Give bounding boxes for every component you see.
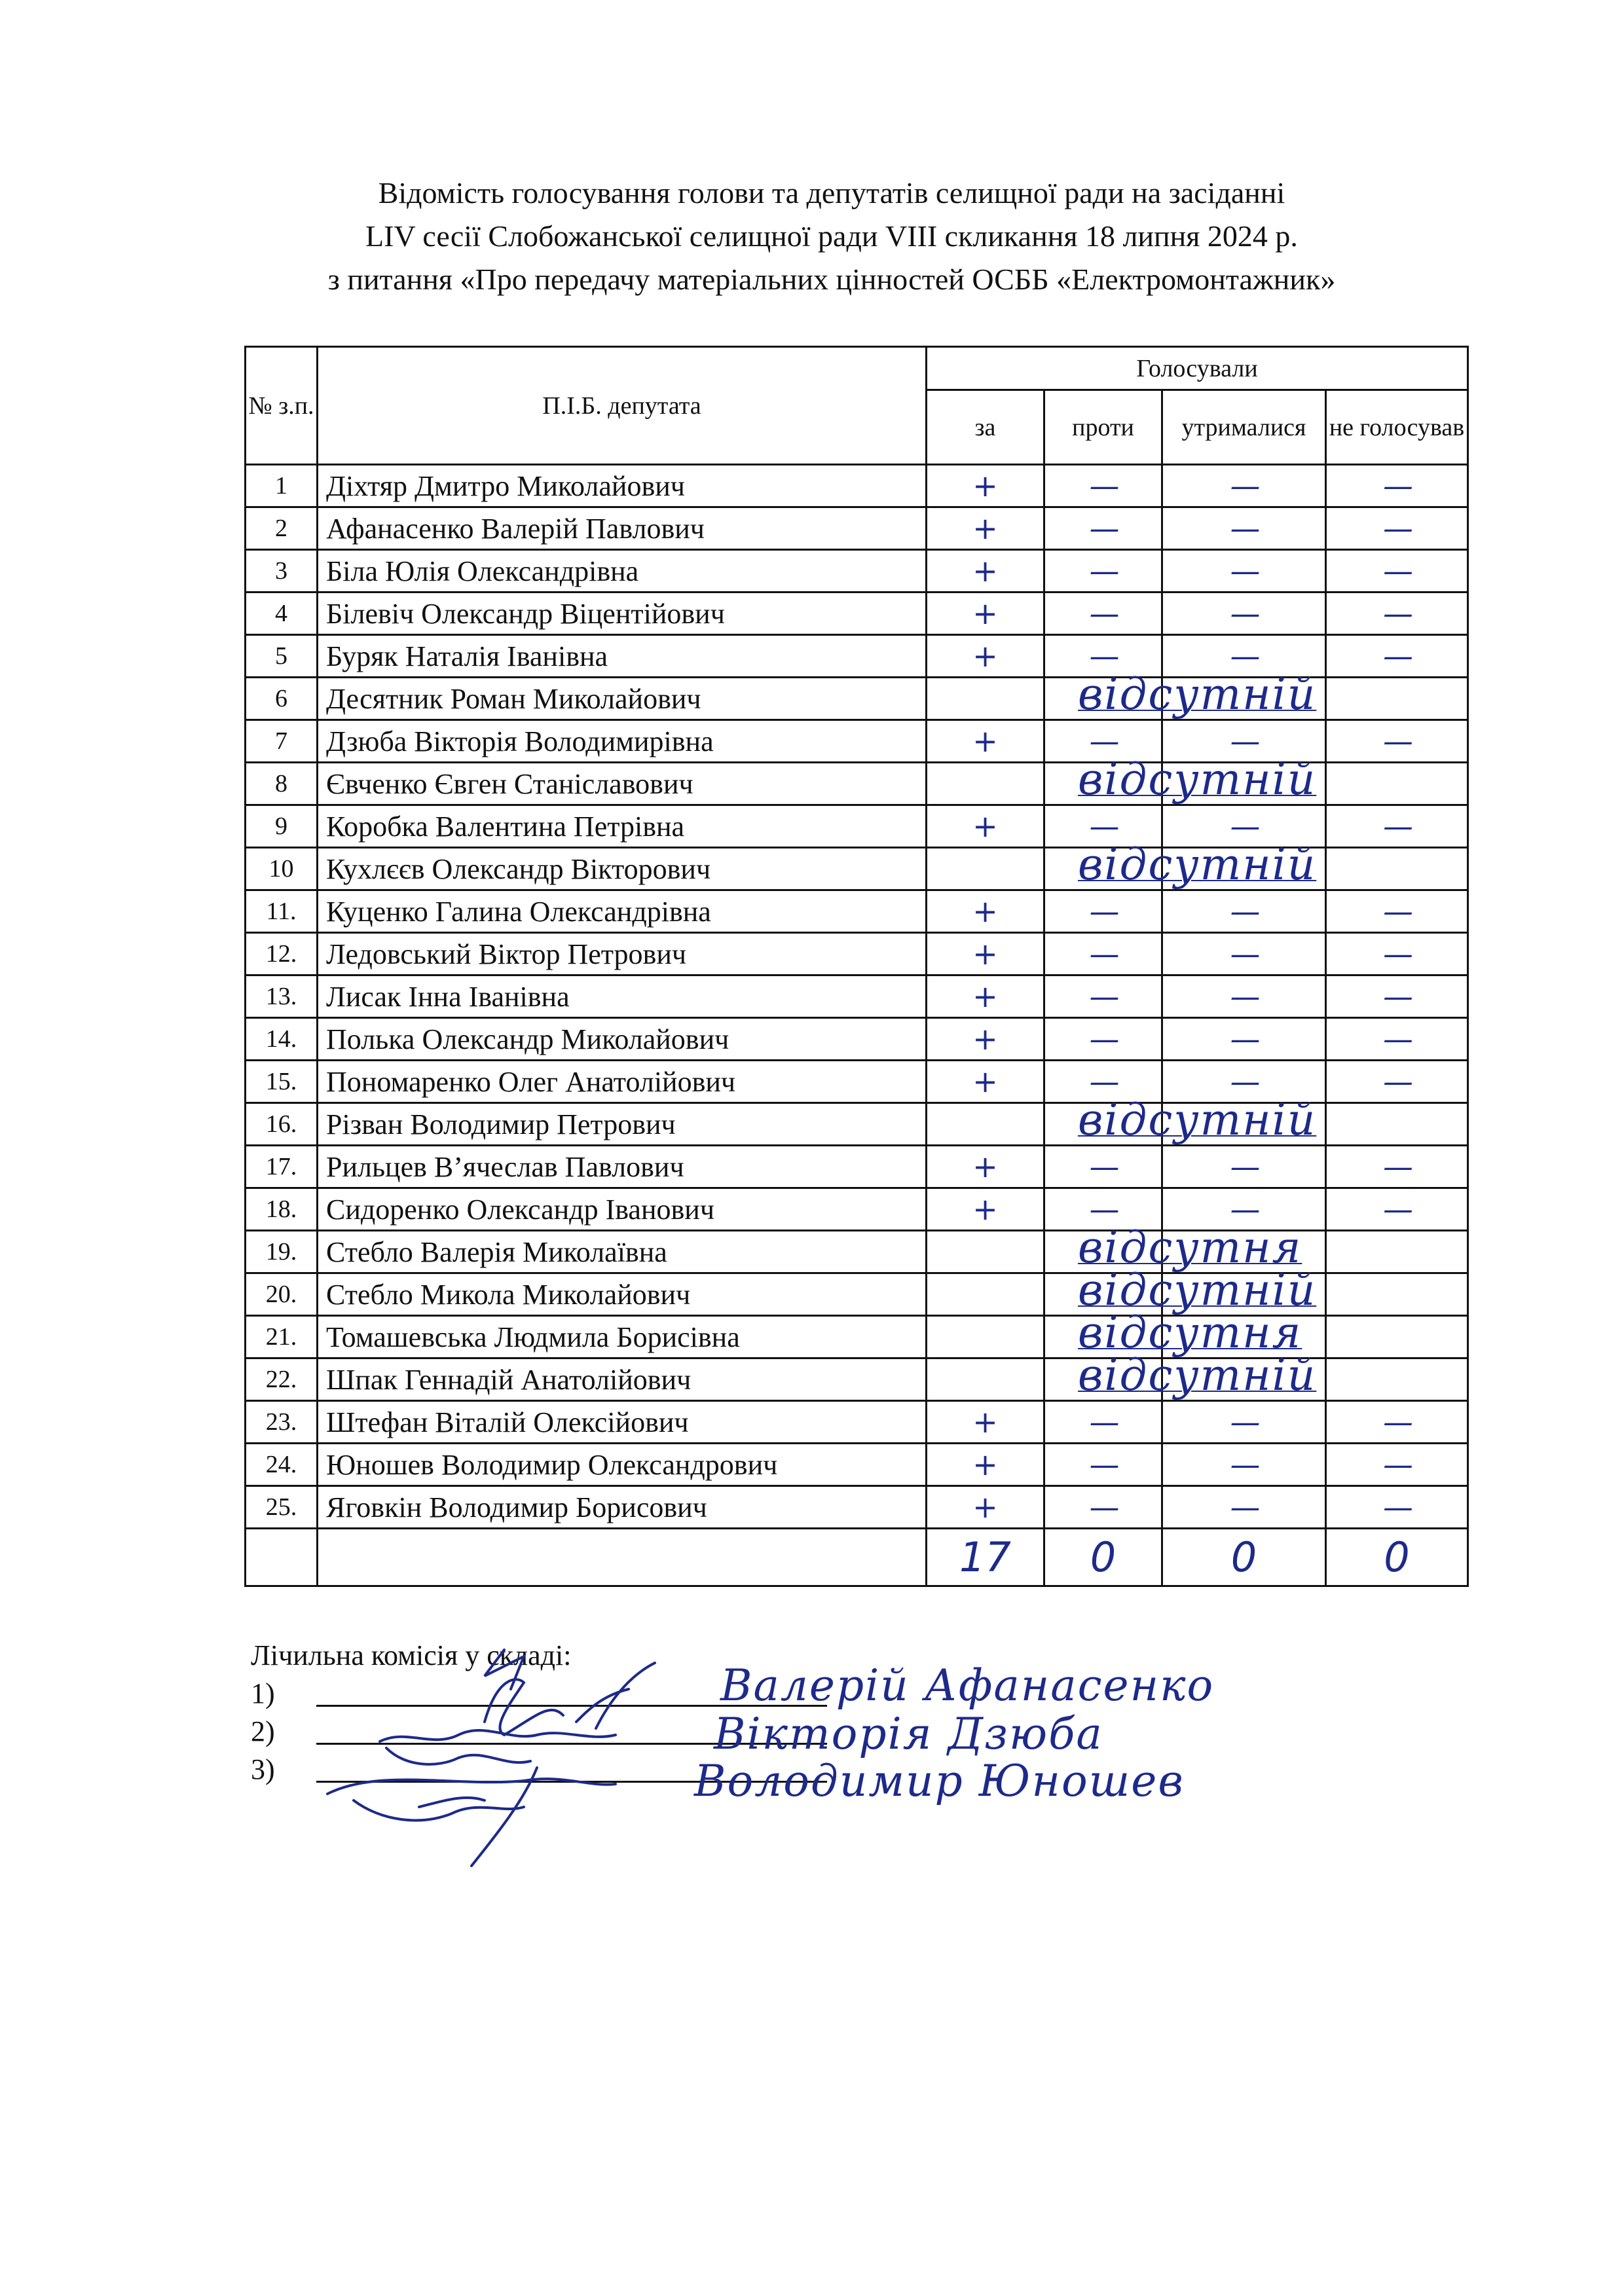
vote-for	[927, 1095, 1317, 1146]
vote-for	[927, 1307, 1302, 1358]
vote-for: +	[927, 1401, 1044, 1444]
total-for: 17	[927, 1529, 1044, 1586]
vote-abstained: —	[1162, 550, 1326, 592]
vote-not-voted: —	[1326, 933, 1468, 975]
row-number: 3	[246, 550, 318, 592]
vote-abstained: —	[1162, 1486, 1326, 1529]
vote-not-voted: —	[1326, 592, 1468, 635]
row-number: 25.	[246, 1486, 318, 1529]
row-number: 23.	[246, 1401, 318, 1444]
deputy-name: Томашевська Людмила Борисівна	[318, 1316, 927, 1358]
table-row	[246, 763, 1468, 805]
vote-against: —	[1044, 635, 1162, 678]
vote-against: —	[1044, 1061, 1162, 1103]
vote-not-voted	[1326, 763, 1468, 805]
vote-for: +	[927, 1486, 1044, 1529]
table-row	[246, 592, 1468, 635]
absent-note: відсутній	[1078, 669, 1317, 720]
vote-for	[927, 1350, 1317, 1401]
deputy-name: Діхтяр Дмитро Миколайович	[318, 465, 927, 507]
commission-member-1: 1)	[251, 1675, 571, 1713]
table-row	[246, 465, 1468, 507]
absent-note: відсутній	[1078, 754, 1317, 805]
vote-abstained	[1162, 1358, 1326, 1401]
title-line-2: LIV сесії Слобожанської селищної ради VIII скликання 18 липня 2024 р.	[365, 219, 1298, 253]
vote-against: —	[1044, 1146, 1162, 1188]
vote-for: +	[927, 1061, 1044, 1103]
row-number: 18.	[246, 1188, 318, 1231]
header-name: П.І.Б. депутата	[318, 347, 927, 465]
table-row	[246, 1103, 1468, 1146]
vote-abstained: —	[1162, 507, 1326, 550]
table-row	[246, 848, 1468, 890]
vote-abstained	[1162, 678, 1326, 720]
vote-against: —	[1044, 592, 1162, 635]
vote-not-voted: —	[1326, 975, 1468, 1018]
table-row	[246, 1146, 1468, 1188]
vote-abstained: —	[1162, 805, 1326, 848]
deputy-name: Буряк Наталія Іванівна	[318, 635, 927, 678]
row-number: 9	[246, 805, 318, 848]
totals-row	[246, 1529, 1468, 1586]
vote-not-voted	[1326, 1316, 1468, 1358]
absent-note: відсутній	[1078, 839, 1317, 890]
deputy-name: Лисак Інна Іванівна	[318, 975, 927, 1018]
vote-for: +	[927, 507, 1044, 550]
vote-for: +	[927, 805, 1044, 848]
vote-not-voted	[1326, 848, 1468, 890]
vote-for	[927, 669, 1317, 720]
vote-against: —	[1044, 720, 1162, 763]
signatures-graphic	[288, 1637, 694, 1872]
vote-against	[1044, 1358, 1162, 1401]
vote-not-voted	[1326, 1231, 1468, 1273]
vote-not-voted	[1326, 1273, 1468, 1316]
vote-for: +	[927, 1018, 1044, 1061]
header-number: № з.п.	[246, 347, 318, 465]
row-number: 22.	[246, 1358, 318, 1401]
vote-against: —	[1044, 1401, 1162, 1444]
document-title	[196, 172, 1467, 301]
row-number: 1	[246, 465, 318, 507]
absent-note: відсутня	[1078, 1222, 1302, 1273]
vote-abstained: —	[1162, 1188, 1326, 1231]
vote-for	[927, 754, 1317, 805]
table-row	[246, 1444, 1468, 1486]
vote-not-voted	[1326, 678, 1468, 720]
total-not-voted: 0	[1326, 1529, 1468, 1586]
vote-for: +	[927, 1146, 1044, 1188]
row-number: 15.	[246, 1061, 318, 1103]
deputy-name: Стебло Микола Миколайович	[318, 1273, 927, 1316]
row-number: 17.	[246, 1146, 318, 1188]
row-number: 13.	[246, 975, 318, 1018]
vote-against: —	[1044, 933, 1162, 975]
row-number: 10	[246, 848, 318, 890]
vote-not-voted: —	[1326, 1401, 1468, 1444]
vote-abstained: —	[1162, 720, 1326, 763]
header-against: проти	[1044, 390, 1162, 465]
deputy-name: Кухлєєв Олександр Вікторович	[318, 848, 927, 890]
row-number: 14.	[246, 1018, 318, 1061]
vote-not-voted	[1326, 1103, 1468, 1146]
vote-not-voted: —	[1326, 1018, 1468, 1061]
absent-note: відсутній	[1078, 1095, 1317, 1145]
vote-against	[1044, 1103, 1162, 1146]
vote-abstained: —	[1162, 1061, 1326, 1103]
row-number: 2	[246, 507, 318, 550]
total-against: 0	[1044, 1529, 1162, 1586]
vote-abstained: —	[1162, 890, 1326, 933]
row-number: 6	[246, 678, 318, 720]
vote-abstained: —	[1162, 465, 1326, 507]
title-line-3: з питання «Про передачу матеріальних цінностей ОСББ «Електромонтажник»	[327, 263, 1336, 296]
vote-abstained: —	[1162, 1146, 1326, 1188]
vote-against	[1044, 848, 1162, 890]
vote-against: —	[1044, 805, 1162, 848]
vote-against	[1044, 678, 1162, 720]
deputy-name: Шпак Геннадій Анатолійович	[318, 1358, 927, 1401]
vote-not-voted: —	[1326, 890, 1468, 933]
row-number: 7	[246, 720, 318, 763]
total-abstained: 0	[1162, 1529, 1326, 1586]
vote-not-voted: —	[1326, 1486, 1468, 1529]
vote-not-voted: —	[1326, 1146, 1468, 1188]
table-row	[246, 550, 1468, 592]
row-number: 12.	[246, 933, 318, 975]
vote-for	[927, 1265, 1317, 1316]
vote-for: +	[927, 933, 1044, 975]
vote-for: +	[927, 890, 1044, 933]
vote-for: +	[927, 465, 1044, 507]
vote-not-voted: —	[1326, 1188, 1468, 1231]
handwritten-name-1: Валерій Афанасенко	[720, 1660, 1215, 1711]
table-row	[246, 933, 1468, 975]
vote-not-voted: —	[1326, 720, 1468, 763]
table-row	[246, 1018, 1468, 1061]
vote-for: +	[927, 1444, 1044, 1486]
deputy-name: Стебло Валерія Миколаївна	[318, 1231, 927, 1273]
deputy-name: Різван Володимир Петрович	[318, 1103, 927, 1146]
deputy-name: Десятник Роман Миколайович	[318, 678, 927, 720]
deputy-name: Ледовський Віктор Петрович	[318, 933, 927, 975]
row-number: 21.	[246, 1316, 318, 1358]
totals-empty-num	[246, 1529, 318, 1586]
vote-for: +	[927, 720, 1044, 763]
deputy-name: Куценко Галина Олександрівна	[318, 890, 927, 933]
absent-note: відсутній	[1078, 1265, 1317, 1315]
header-for: за	[927, 390, 1044, 465]
row-number: 16.	[246, 1103, 318, 1146]
vote-against: —	[1044, 550, 1162, 592]
vote-abstained: —	[1162, 933, 1326, 975]
deputy-name: Коробка Валентина Петрівна	[318, 805, 927, 848]
deputy-name: Євченко Євген Станіславович	[318, 763, 927, 805]
vote-not-voted: —	[1326, 805, 1468, 848]
row-number: 5	[246, 635, 318, 678]
vote-for: +	[927, 550, 1044, 592]
handwritten-name-2: Вікторія Дзюба	[714, 1709, 1103, 1759]
vote-for: +	[927, 975, 1044, 1018]
vote-not-voted: —	[1326, 507, 1468, 550]
vote-not-voted: —	[1326, 635, 1468, 678]
vote-against: —	[1044, 1444, 1162, 1486]
handwritten-name-3: Володимир Юношев	[694, 1756, 1185, 1806]
title-line-1: Відомість голосування голови та депутатів селищної ради на засіданні	[378, 176, 1285, 210]
deputy-name: Юношев Володимир Олександрович	[318, 1444, 927, 1486]
voting-table-body	[246, 465, 1468, 1529]
vote-abstained: —	[1162, 592, 1326, 635]
table-row	[246, 890, 1468, 933]
vote-for	[927, 839, 1317, 890]
commission-member-2: 2)	[251, 1713, 571, 1751]
vote-abstained: —	[1162, 1018, 1326, 1061]
table-row	[246, 1401, 1468, 1444]
header-abstained: утрималися	[1162, 390, 1326, 465]
deputy-name: Рильцев В’ячеслав Павлович	[318, 1146, 927, 1188]
deputy-name: Дзюба Вікторія Володимирівна	[318, 720, 927, 763]
table-row	[246, 1358, 1468, 1401]
vote-abstained: —	[1162, 1401, 1326, 1444]
row-number: 24.	[246, 1444, 318, 1486]
table-row	[246, 678, 1468, 720]
vote-for	[927, 1222, 1302, 1273]
vote-against: —	[1044, 465, 1162, 507]
vote-against: —	[1044, 1018, 1162, 1061]
vote-abstained	[1162, 763, 1326, 805]
row-number: 8	[246, 763, 318, 805]
vote-not-voted: —	[1326, 550, 1468, 592]
commission-heading: Лічильна комісія у складі:	[251, 1639, 572, 1671]
table-row	[246, 1486, 1468, 1529]
deputy-name: Сидоренко Олександр Іванович	[318, 1188, 927, 1231]
vote-for: +	[927, 592, 1044, 635]
deputy-name: Полька Олександр Миколайович	[318, 1018, 927, 1061]
absent-note: відсутній	[1078, 1350, 1317, 1400]
deputy-name: Пономаренко Олег Анатолійович	[318, 1061, 927, 1103]
vote-against: —	[1044, 890, 1162, 933]
vote-for: +	[927, 635, 1044, 678]
vote-against	[1044, 763, 1162, 805]
totals-empty-name	[318, 1529, 927, 1586]
vote-not-voted: —	[1326, 465, 1468, 507]
vote-not-voted: —	[1326, 1444, 1468, 1486]
row-number: 11.	[246, 890, 318, 933]
deputy-name: Яговкін Володимир Борисович	[318, 1486, 927, 1529]
vote-against: —	[1044, 1188, 1162, 1231]
row-number: 4	[246, 592, 318, 635]
deputy-name: Афанасенко Валерій Павлович	[318, 507, 927, 550]
commission-member-3: 3)	[251, 1751, 571, 1789]
header-voted: Голосували	[927, 347, 1468, 390]
vote-against: —	[1044, 507, 1162, 550]
header-not-voted: не голосував	[1326, 390, 1468, 465]
absent-note: відсутня	[1078, 1307, 1302, 1358]
vote-against: —	[1044, 1486, 1162, 1529]
deputy-name: Штефан Віталій Олексійович	[318, 1401, 927, 1444]
deputy-name: Біла Юлія Олександрівна	[318, 550, 927, 592]
table-row	[246, 975, 1468, 1018]
vote-not-voted: —	[1326, 1061, 1468, 1103]
vote-abstained: —	[1162, 635, 1326, 678]
vote-abstained: —	[1162, 975, 1326, 1018]
vote-for: +	[927, 1188, 1044, 1231]
row-number: 19.	[246, 1231, 318, 1273]
deputy-name: Білевіч Олександр Віцентійович	[318, 592, 927, 635]
voting-table	[244, 346, 1469, 1587]
row-number: 20.	[246, 1273, 318, 1316]
vote-not-voted	[1326, 1358, 1468, 1401]
vote-against: —	[1044, 975, 1162, 1018]
vote-abstained	[1162, 1103, 1326, 1146]
vote-abstained: —	[1162, 1444, 1326, 1486]
vote-abstained	[1162, 848, 1326, 890]
table-row	[246, 507, 1468, 550]
